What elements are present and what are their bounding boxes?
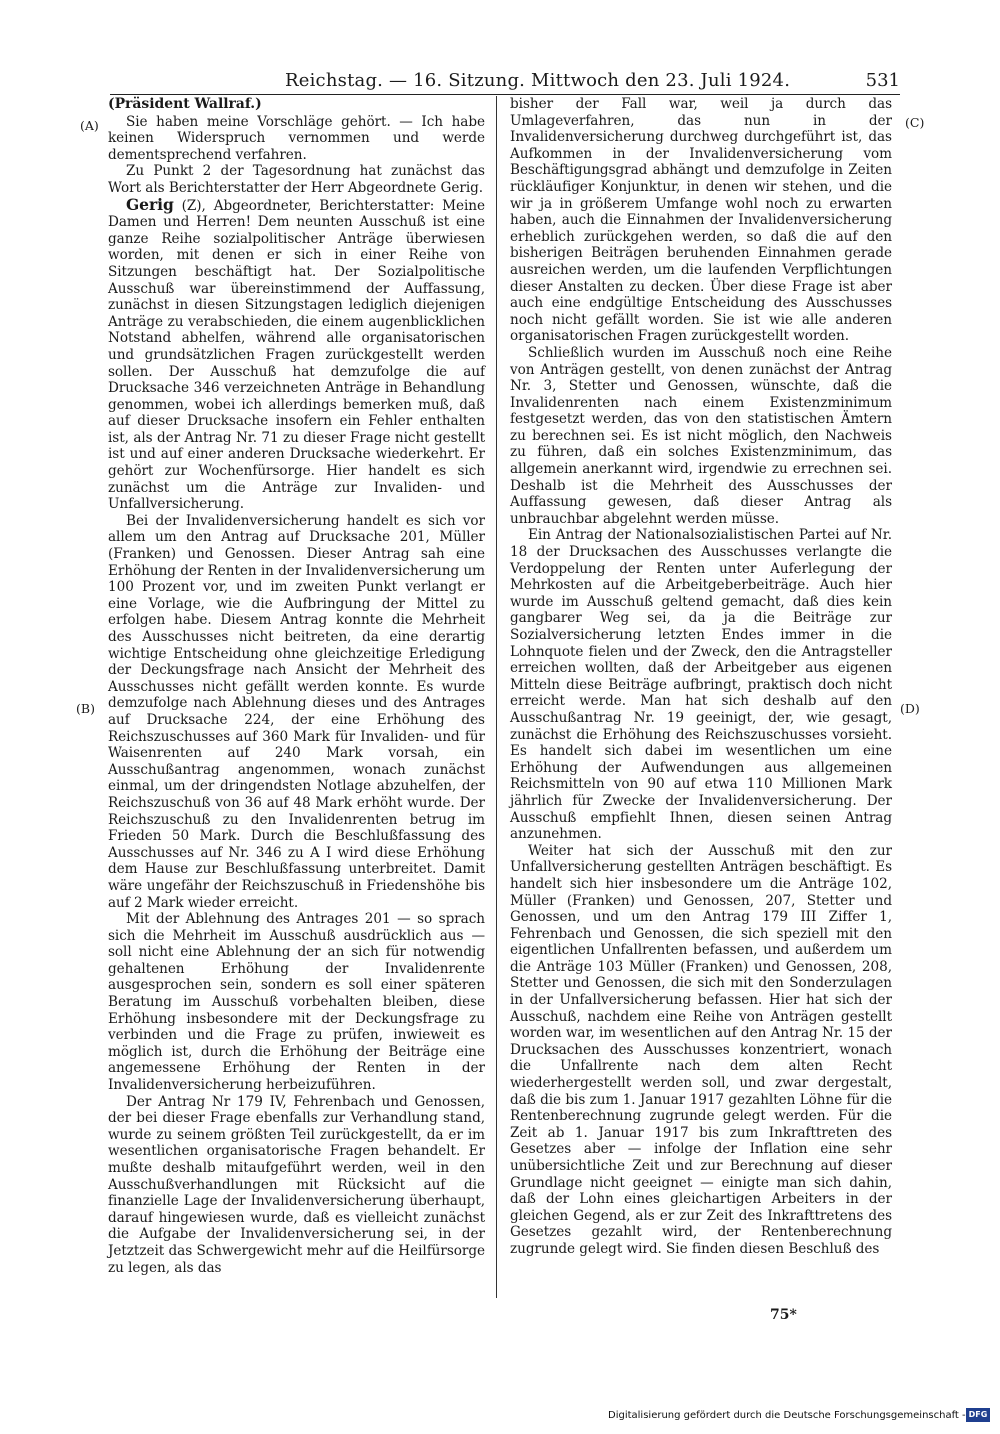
speaker-paragraph: [108, 194, 485, 513]
presenter-note: (Präsident Wallraf.): [108, 96, 262, 112]
speaker-name: Gerig: [126, 194, 174, 214]
left-column: [108, 96, 485, 1276]
paragraph: Ein Antrag der Nationalsozialistischen Partei auf Nr. 18 der Drucksachen des Ausschusses verlangte die Verdoppelung der Renten unter Auferlegung der Mehrkosten auf die Arbeitgeberbeiträge. Auch hier wurde im Ausschuß geltend gemacht, daß dies kein gangbarer Weg sei, da ja die Beiträge zur Sozialversicherung letzten Endes immer in die Lohnquote fielen und der Zweck, den die Antragsteller erreichen wollten, daß der Arbeitgeber aus eigenen Mitteln diese Beiträge aufbringt, praktisch doch nicht erreicht werde. Man hat sich deshalb auf den Ausschußantrag Nr. 19 geeinigt, der, wie gesagt, zunächst die Erhöhung des Reichszuschusses vorsieht. Es handelt sich dabei im wesentlichen um eine Erhöhung der Aufwendungen aus allgemeinen Reichsmitteln von 90 auf etwa 110 Millionen Mark jährlich für Zwecke der Invalidenversicherung. Der Ausschuß empfiehlt Ihnen, diesen seinen Antrag anzunehmen.: [510, 527, 892, 843]
margin-marker-d: (D): [900, 701, 920, 716]
page-number: 531: [865, 70, 900, 91]
running-header: [110, 68, 900, 95]
margin-marker-a: (A): [80, 118, 99, 133]
paragraph: bisher der Fall war, weil ja durch das Umlageverfahren, das nun in der Invalidenversicherung durchweg durchgeführt ist, das Aufkommen in der Invalidenversicherung vom Beschäftigungsgrad abhängt und demzufolge in Zeiten rückläufiger Konjunktur, in denen wir stehen, und die wir ja in größerem Umfange wohl noch zu erwarten haben, auch die Einnahmen der Invalidenversicherung erheblich zurückgehen werden, so daß die auf den bisherigen Beiträgen beruhenden Einnahmen gerade ausreichen werden, um die laufenden Verpflichtungen dieser Anstalten zu decken. Über diese Frage ist aber auch eine endgültige Entscheidung des Ausschusses noch nicht gefällt worden. Sie ist wie alle anderen organisatorischen Fragen zurückgestellt worden.: [510, 96, 892, 345]
paragraph: Sie haben meine Vorschläge gehört. — Ich habe keinen Widerspruch vernommen und werde dementsprechend verfahren.: [108, 113, 485, 163]
paragraph: Weiter hat sich der Ausschuß mit den zur Unfallversicherung gestellten Anträgen beschäftigt. Es handelt sich hier insbesondere um die Anträge 102, Müller (Franken) und Genossen, 207, Stetter und Genossen, und um den Antrag 179 III Ziffer 1, Fehrenbach und Genossen, die sich speziell mit den eigentlichen Unfallrenten befassen, und außerdem um die Anträge 103 Müller (Franken) und Genossen, 208, Stetter und Genossen, die sich mit den Sonderzulagen in der Unfallversicherung befassen. Hier hat sich der Ausschuß, nachdem eine Reihe von Anträgen gestellt worden war, im wesentlichen auf den Antrag Nr. 15 der Drucksachen des Ausschusses konzentriert, wonach die Unfallrente nach dem alten Recht wiederhergestellt werden soll, und zwar dergestalt, daß die bis zum 1. Januar 1917 gezahlten Löhne für die Rentenberechnung zugrunde gelegt werden. Für die Zeit ab 1. Januar 1917 bis zum Inkrafttreten des Gesetzes aber — infolge der Inflation eine sehr unübersichtliche Zeit und zur Berechnung auf dieser Grundlage nicht geeignet — einigte man sich dahin, daß der Lohn eines gleichartigen Arbeiters in der gleichen Gegend, als er zur Zeit des Inkrafttretens des Gesetzes gezahlt wird, der Rentenberechnung zugrunde gelegt wird. Sie finden diesen Beschluß des: [510, 842, 892, 1257]
footer-credit: Digitalisierung gefördert durch die Deutsche Forschungsgemeinschaft -: [608, 1410, 966, 1421]
margin-marker-c: (C): [905, 115, 925, 130]
paragraph: Zu Punkt 2 der Tagesordnung hat zunächst das Wort als Berichterstatter der Herr Abgeordnete Gerig.: [108, 163, 485, 196]
header-title: Reichstag. — 16. Sitzung. Mittwoch den 23. Juli 1924.: [285, 70, 791, 91]
speaker-text: (Z), Abgeordneter, Berichterstatter: Meine Damen und Herren! Dem neunten Ausschuß ist eine ganze Reihe sozialpolitischer Anträge überwiesen worden, mit denen er sich in einer Reihe von Sitzungen beschäftigt hat. Der Sozialpolitische Ausschuß war übereinstimmend der Auffassung, zunächst in diesen Sitzungstagen lediglich diejenigen Anträge zu verabschieden, die einem augenblicklichen Notstand abhelfen, während alle organisatorischen und grundsätzlichen Fragen zurückgestellt werden sollen. Der Ausschuß hat demzufolge die auf Drucksache 346 verzeichneten Anträge in Behandlung genommen, wobei ich allerdings bemerken muß, daß auf dieser Drucksache insofern ein Fehler enthalten ist, als der Antrag Nr. 71 zu dieser Frage nicht gestellt ist und auf einer anderen Drucksache wiederkehrt. Er gehört zur Wochenfürsorge. Hier handelt es sich zunächst um die Anträge zur Invaliden- und Unfallversicherung.: [108, 197, 485, 513]
signature-mark: 75*: [770, 1307, 797, 1323]
paragraph: Der Antrag Nr 179 IV, Fehrenbach und Genossen, der bei dieser Frage ebenfalls zur Verhandlung stand, wurde zu seinem größten Teil zurückgestellt, da er im wesentlichen organisatorische Fragen behandelt. Er mußte deshalb mitaufgeführt werden, weil in den Ausschußverhandlungen mit Rücksicht auf die finanzielle Lage der Invalidenversicherung überhaupt, darauf hingewiesen wurde, daß es vielleicht zunächst die Aufgabe der Invalidenversicherung sei, in der Jetztzeit das Schwergewicht mehr auf die Heilfürsorge zu legen, als das: [108, 1093, 485, 1276]
dfg-logo: DFG: [966, 1408, 990, 1422]
column-divider: [496, 96, 497, 1298]
paragraph: Bei der Invalidenversicherung handelt es sich vor allem um den Antrag auf Drucksache 201, Müller (Franken) und Genossen. Dieser Antrag sah eine Erhöhung der Renten in der Invalidenversicherung um 100 Prozent vor, und im zweiten Punkt verlangt er eine Vorlage, wie die Aufbringung der Mittel zu erfolgen habe. Diesem Antrag konnte die Mehrheit des Ausschusses nicht beitreten, da eine derartig wichtige Entscheidung ohne gleichzeitige Erledigung der Deckungsfrage nach Ansicht der Mehrheit des Ausschusses nicht gefällt werden konnte. Es wurde demzufolge nach Ablehnung dieses und des Antrages auf Drucksache 224, der eine Erhöhung des Reichszuschusses auf 360 Mark für Invaliden- und für Waisenrenten auf 240 Mark vorsah, ein Ausschußantrag angenommen, wonach zunächst einmal, um der dringendsten Notlage abzuhelfen, der Reichszuschuß von 36 auf 48 Mark erhöht wurde. Der Reichszuschuß zu den Invalidenrenten betrug im Frieden 50 Mark. Durch die Beschlußfassung des Ausschusses auf Nr. 346 zu A I wird diese Erhöhung dem Hause zur Beschlußfassung unterbreitet. Damit wäre ungefähr der Reichszuschuß in Friedenshöhe bis auf 2 Mark wieder erreicht.: [108, 512, 486, 911]
paragraph: Schließlich wurden im Ausschuß noch eine Reihe von Anträgen gestellt, von denen zunächst der Antrag Nr. 3, Stetter und Genossen, wünschte, daß die Invalidenrenten nach einem Existenzminimum festgesetzt werden, das von den statistischen Ämtern zu berechnen sei. Es ist nicht möglich, den Nachweis zu führen, daß ein solches Existenzminimum, das allgemein anerkannt wird, irgendwie zu errechnen sei. Deshalb ist die Mehrheit des Ausschusses der Auffassung gewesen, daß dieser Antrag als unbrauchbar abgelehnt werden müsse.: [510, 344, 892, 527]
right-column: [510, 96, 892, 1258]
margin-marker-b: (B): [76, 701, 95, 716]
paragraph: Mit der Ablehnung des Antrages 201 — so sprach sich die Mehrheit im Ausschuß ausdrücklich aus — soll nicht eine Ablehnung der an sich für notwendig gehaltenen Erhöhung der Invalidenrente ausgesprochen sein, sondern es soll einer späteren Beratung im Ausschuß vorbehalten bleiben, diese Erhöhung insbesondere mit der Deckungsfrage zu verbinden und die Frage zu prüfen, inwieweit es möglich ist, durch die Erhöhung der Beiträge eine angemessene Erhöhung der Renten in der Invalidenversicherung herbeizuführen.: [108, 911, 485, 1094]
